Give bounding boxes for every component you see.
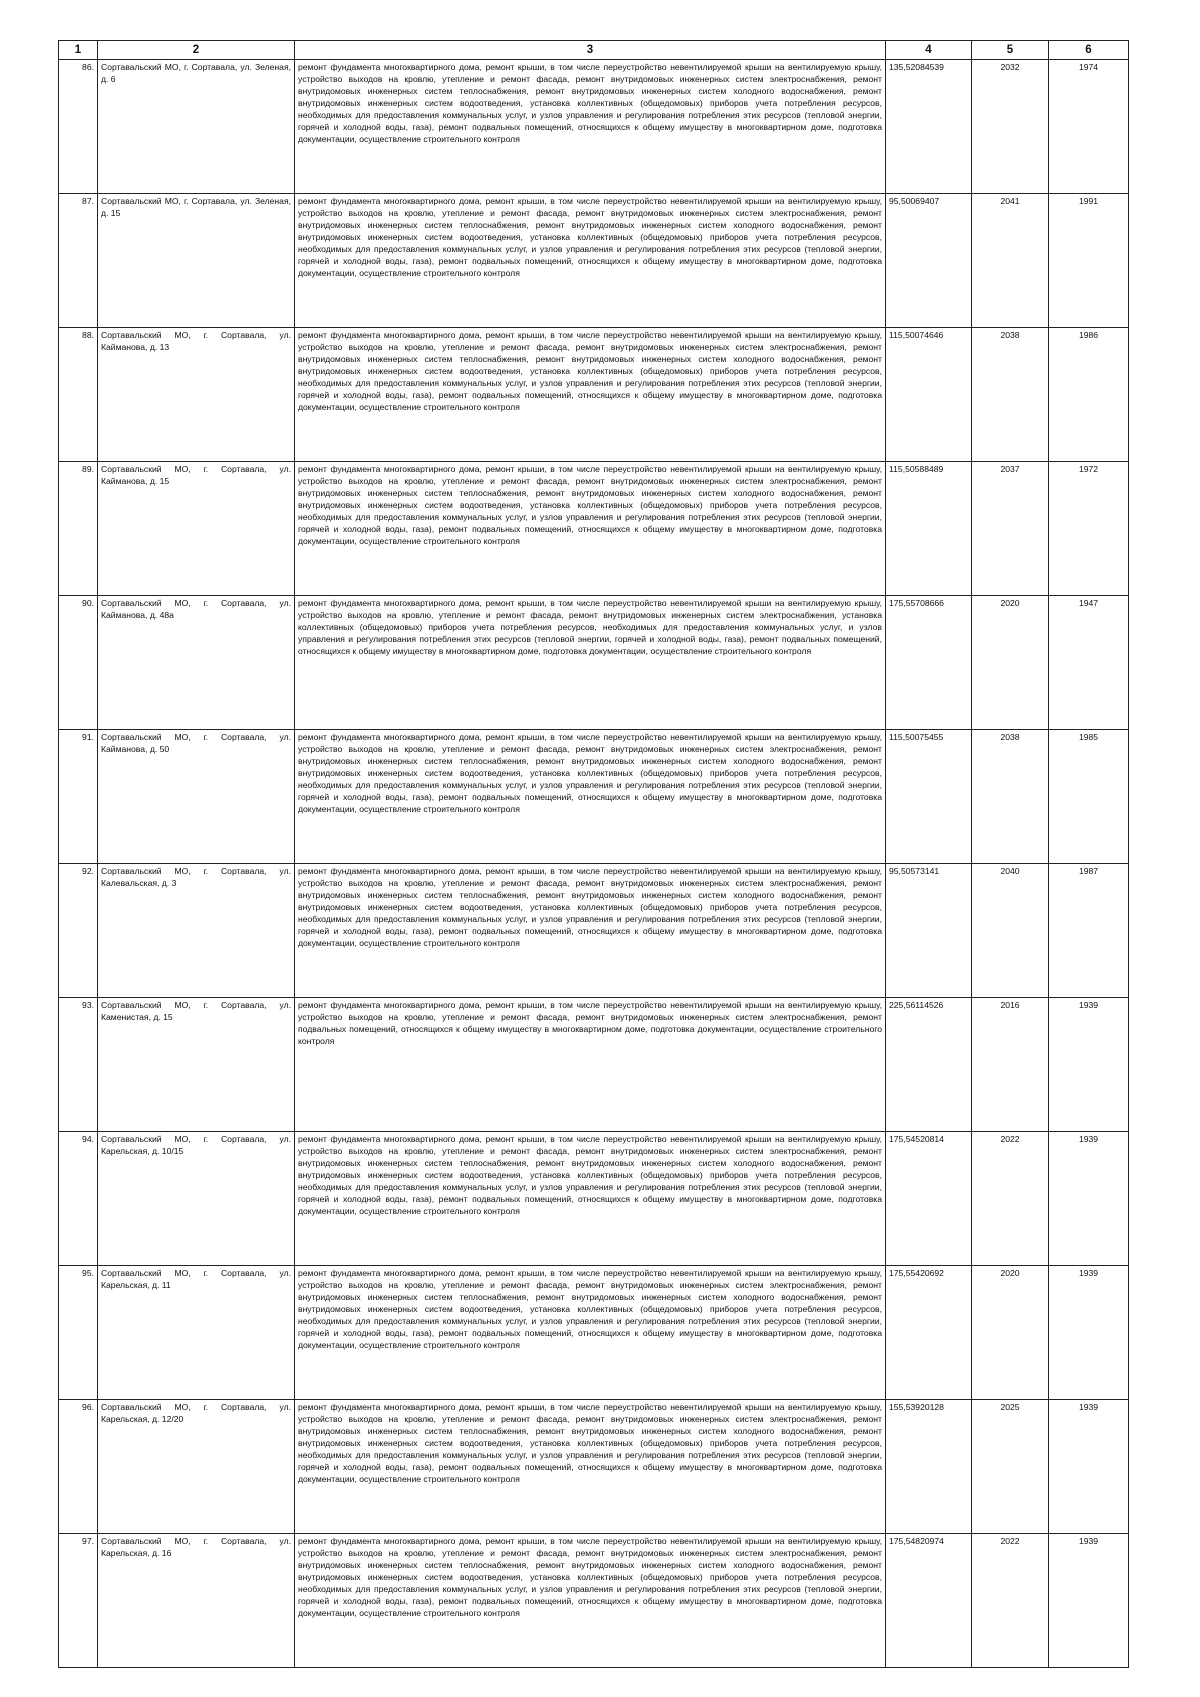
- address-cell: Сортавальский МО, г. Сортавала, ул. Кайманова, д. 48а: [98, 596, 295, 730]
- works-cell: ремонт фундамента многоквартирного дома, ремонт крыши, в том числе переустройство невентилируемой крыши на вентилируемую крышу, устройство выходов на кровлю, утепление и ремонт фасада, ремонт внутридомовых инженерных систем электроснабжения, ремонт внутридомовых инженерных систем теплоснабжения, ремонт внутридомовых инженерных систем холодного водоснабжения, ремонт внутридомовых инженерных систем водоотведения, установка коллективных (общедомовых) приборов учета потребления ресурсов, необходимых для предоставления коммунальных услуг, и узлов управления и регулирования потребления этих ресурсов (тепловой энергии, горячей и холодной воды, газа), ремонт подвальных помещений, относящихся к общему имуществу в многоквартирном доме, подготовка документации, осуществление строительного контроля: [295, 194, 886, 328]
- planned-year-cell: 2016: [972, 998, 1049, 1132]
- address-cell: Сортавальский МО, г. Сортавала, ул. Зеленая, д. 15: [98, 194, 295, 328]
- row-number-cell: 89.: [59, 462, 98, 596]
- cost-cell: 175,55708666: [886, 596, 972, 730]
- address-cell: Сортавальский МО, г. Сортавала, ул. Калевальская, д. 3: [98, 864, 295, 998]
- row-number-cell: 90.: [59, 596, 98, 730]
- works-cell: ремонт фундамента многоквартирного дома, ремонт крыши, в том числе переустройство невентилируемой крыши на вентилируемую крышу, устройство выходов на кровлю, утепление и ремонт фасада, ремонт внутридомовых инженерных систем электроснабжения, ремонт внутридомовых инженерных систем теплоснабжения, ремонт внутридомовых инженерных систем холодного водоснабжения, ремонт внутридомовых инженерных систем водоотведения, установка коллективных (общедомовых) приборов учета потребления ресурсов, необходимых для предоставления коммунальных услуг, и узлов управления и регулирования потребления этих ресурсов (тепловой энергии, горячей и холодной воды, газа), ремонт подвальных помещений, относящихся к общему имуществу в многоквартирном доме, подготовка документации, осуществление строительного контроля: [295, 730, 886, 864]
- table-row: [59, 462, 1129, 596]
- planned-year-cell: 2022: [972, 1132, 1049, 1266]
- address-cell: Сортавальский МО, г. Сортавала, ул. Кайманова, д. 50: [98, 730, 295, 864]
- table-row: [59, 60, 1129, 194]
- address-cell: Сортавальский МО, г. Сортавала, ул. Кайманова, д. 15: [98, 462, 295, 596]
- works-cell: ремонт фундамента многоквартирного дома, ремонт крыши, в том числе переустройство невентилируемой крыши на вентилируемую крышу, устройство выходов на кровлю, утепление и ремонт фасада, ремонт внутридомовых инженерных систем электроснабжения, ремонт внутридомовых инженерных систем теплоснабжения, ремонт внутридомовых инженерных систем холодного водоснабжения, ремонт внутридомовых инженерных систем водоотведения, установка коллективных (общедомовых) приборов учета потребления ресурсов, необходимых для предоставления коммунальных услуг, и узлов управления и регулирования потребления этих ресурсов (тепловой энергии, горячей и холодной воды, газа), ремонт подвальных помещений, относящихся к общему имуществу в многоквартирном доме, подготовка документации, осуществление строительного контроля: [295, 328, 886, 462]
- row-number-cell: 86.: [59, 60, 98, 194]
- planned-year-cell: 2020: [972, 1266, 1049, 1400]
- row-number-cell: 91.: [59, 730, 98, 864]
- built-year-cell: 1974: [1049, 60, 1129, 194]
- address-cell: Сортавальский МО, г. Сортавала, ул. Карельская, д. 16: [98, 1534, 295, 1668]
- header-col-6: 6: [1049, 41, 1129, 60]
- row-number-cell: 87.: [59, 194, 98, 328]
- built-year-cell: 1972: [1049, 462, 1129, 596]
- table-row: [59, 1534, 1129, 1668]
- repair-program-table: [58, 40, 1129, 1668]
- cost-cell: 115,50075455: [886, 730, 972, 864]
- planned-year-cell: 2038: [972, 730, 1049, 864]
- row-number-cell: 93.: [59, 998, 98, 1132]
- address-cell: Сортавальский МО, г. Сортавала, ул. Карельская, д. 11: [98, 1266, 295, 1400]
- row-number-cell: 92.: [59, 864, 98, 998]
- works-cell: ремонт фундамента многоквартирного дома, ремонт крыши, в том числе переустройство невентилируемой крыши на вентилируемую крышу, устройство выходов на кровлю, утепление и ремонт фасада, ремонт внутридомовых инженерных систем электроснабжения, ремонт внутридомовых инженерных систем теплоснабжения, ремонт внутридомовых инженерных систем холодного водоснабжения, ремонт внутридомовых инженерных систем водоотведения, установка коллективных (общедомовых) приборов учета потребления ресурсов, необходимых для предоставления коммунальных услуг, и узлов управления и регулирования потребления этих ресурсов (тепловой энергии, горячей и холодной воды, газа), ремонт подвальных помещений, относящихся к общему имуществу в многоквартирном доме, подготовка документации, осуществление строительного контроля: [295, 1400, 886, 1534]
- row-number-cell: 88.: [59, 328, 98, 462]
- cost-cell: 175,54520814: [886, 1132, 972, 1266]
- cost-cell: 225,56114526: [886, 998, 972, 1132]
- cost-cell: 135,52084539: [886, 60, 972, 194]
- works-cell: ремонт фундамента многоквартирного дома, ремонт крыши, в том числе переустройство невентилируемой крыши на вентилируемую крышу, устройство выходов на кровлю, утепление и ремонт фасада, ремонт внутридомовых инженерных систем электроснабжения, ремонт внутридомовых инженерных систем теплоснабжения, ремонт внутридомовых инженерных систем холодного водоснабжения, ремонт внутридомовых инженерных систем водоотведения, установка коллективных (общедомовых) приборов учета потребления ресурсов, необходимых для предоставления коммунальных услуг, и узлов управления и регулирования потребления этих ресурсов (тепловой энергии, горячей и холодной воды, газа), ремонт подвальных помещений, относящихся к общему имуществу в многоквартирном доме, подготовка документации, осуществление строительного контроля: [295, 864, 886, 998]
- cost-cell: 175,55420692: [886, 1266, 972, 1400]
- built-year-cell: 1939: [1049, 1132, 1129, 1266]
- built-year-cell: 1991: [1049, 194, 1129, 328]
- works-cell: ремонт фундамента многоквартирного дома, ремонт крыши, в том числе переустройство невентилируемой крыши на вентилируемую крышу, устройство выходов на кровлю, утепление и ремонт фасада, ремонт внутридомовых инженерных систем электроснабжения, ремонт подвальных помещений, относящихся к общему имуществу в многоквартирном доме, подготовка документации, осуществление строительного контроля: [295, 998, 886, 1132]
- header-col-4: 4: [886, 41, 972, 60]
- table-row: [59, 730, 1129, 864]
- table-header: [59, 41, 1129, 60]
- row-number-cell: 94.: [59, 1132, 98, 1266]
- works-cell: ремонт фундамента многоквартирного дома, ремонт крыши, в том числе переустройство невентилируемой крыши на вентилируемую крышу, устройство выходов на кровлю, утепление и ремонт фасада, ремонт внутридомовых инженерных систем электроснабжения, ремонт внутридомовых инженерных систем теплоснабжения, ремонт внутридомовых инженерных систем холодного водоснабжения, ремонт внутридомовых инженерных систем водоотведения, установка коллективных (общедомовых) приборов учета потребления ресурсов, необходимых для предоставления коммунальных услуг, и узлов управления и регулирования потребления этих ресурсов (тепловой энергии, горячей и холодной воды, газа), ремонт подвальных помещений, относящихся к общему имуществу в многоквартирном доме, подготовка документации, осуществление строительного контроля: [295, 1266, 886, 1400]
- address-cell: Сортавальский МО, г. Сортавала, ул. Зеленая, д. 6: [98, 60, 295, 194]
- built-year-cell: 1986: [1049, 328, 1129, 462]
- header-col-2: 2: [98, 41, 295, 60]
- planned-year-cell: 2037: [972, 462, 1049, 596]
- row-number-cell: 95.: [59, 1266, 98, 1400]
- table-row: [59, 864, 1129, 998]
- address-cell: Сортавальский МО, г. Сортавала, ул. Кайманова, д. 13: [98, 328, 295, 462]
- row-number-cell: 97.: [59, 1534, 98, 1668]
- cost-cell: 95,50573141: [886, 864, 972, 998]
- header-col-1: 1: [59, 41, 98, 60]
- table-row: [59, 328, 1129, 462]
- works-cell: ремонт фундамента многоквартирного дома, ремонт крыши, в том числе переустройство невентилируемой крыши на вентилируемую крышу, устройство выходов на кровлю, утепление и ремонт фасада, ремонт внутридомовых инженерных систем электроснабжения, ремонт внутридомовых инженерных систем теплоснабжения, ремонт внутридомовых инженерных систем холодного водоснабжения, ремонт внутридомовых инженерных систем водоотведения, установка коллективных (общедомовых) приборов учета потребления ресурсов, необходимых для предоставления коммунальных услуг, и узлов управления и регулирования потребления этих ресурсов (тепловой энергии, горячей и холодной воды, газа), ремонт подвальных помещений, относящихся к общему имуществу в многоквартирном доме, подготовка документации, осуществление строительного контроля: [295, 1132, 886, 1266]
- table-body: [59, 60, 1129, 1668]
- cost-cell: 115,50588489: [886, 462, 972, 596]
- header-col-5: 5: [972, 41, 1049, 60]
- built-year-cell: 1947: [1049, 596, 1129, 730]
- planned-year-cell: 2040: [972, 864, 1049, 998]
- table-row: [59, 1266, 1129, 1400]
- planned-year-cell: 2038: [972, 328, 1049, 462]
- cost-cell: 155,53920128: [886, 1400, 972, 1534]
- works-cell: ремонт фундамента многоквартирного дома, ремонт крыши, в том числе переустройство невентилируемой крыши на вентилируемую крышу, устройство выходов на кровлю, утепление и ремонт фасада, ремонт внутридомовых инженерных систем электроснабжения, ремонт внутридомовых инженерных систем теплоснабжения, ремонт внутридомовых инженерных систем холодного водоснабжения, ремонт внутридомовых инженерных систем водоотведения, установка коллективных (общедомовых) приборов учета потребления ресурсов, необходимых для предоставления коммунальных услуг, и узлов управления и регулирования потребления этих ресурсов (тепловой энергии, горячей и холодной воды, газа), ремонт подвальных помещений, относящихся к общему имуществу в многоквартирном доме, подготовка документации, осуществление строительного контроля: [295, 462, 886, 596]
- cost-cell: 175,54820974: [886, 1534, 972, 1668]
- built-year-cell: 1987: [1049, 864, 1129, 998]
- address-cell: Сортавальский МО, г. Сортавала, ул. Карельская, д. 10/15: [98, 1132, 295, 1266]
- header-col-3: 3: [295, 41, 886, 60]
- address-cell: Сортавальский МО, г. Сортавала, ул. Карельская, д. 12/20: [98, 1400, 295, 1534]
- address-cell: Сортавальский МО, г. Сортавала, ул. Каменистая, д. 15: [98, 998, 295, 1132]
- works-cell: ремонт фундамента многоквартирного дома, ремонт крыши, в том числе переустройство невентилируемой крыши на вентилируемую крышу, устройство выходов на кровлю, утепление и ремонт фасада, ремонт внутридомовых инженерных систем электроснабжения, ремонт внутридомовых инженерных систем теплоснабжения, ремонт внутридомовых инженерных систем холодного водоснабжения, ремонт внутридомовых инженерных систем водоотведения, установка коллективных (общедомовых) приборов учета потребления ресурсов, необходимых для предоставления коммунальных услуг, и узлов управления и регулирования потребления этих ресурсов (тепловой энергии, горячей и холодной воды, газа), ремонт подвальных помещений, относящихся к общему имуществу в многоквартирном доме, подготовка документации, осуществление строительного контроля: [295, 60, 886, 194]
- table-row: [59, 596, 1129, 730]
- planned-year-cell: 2032: [972, 60, 1049, 194]
- works-cell: ремонт фундамента многоквартирного дома, ремонт крыши, в том числе переустройство невентилируемой крыши на вентилируемую крышу, устройство выходов на кровлю, утепление и ремонт фасада, ремонт внутридомовых инженерных систем электроснабжения, ремонт внутридомовых инженерных систем теплоснабжения, ремонт внутридомовых инженерных систем холодного водоснабжения, ремонт внутридомовых инженерных систем водоотведения, установка коллективных (общедомовых) приборов учета потребления ресурсов, необходимых для предоставления коммунальных услуг, и узлов управления и регулирования потребления этих ресурсов (тепловой энергии, горячей и холодной воды, газа), ремонт подвальных помещений, относящихся к общему имуществу в многоквартирном доме, подготовка документации, осуществление строительного контроля: [295, 1534, 886, 1668]
- planned-year-cell: 2020: [972, 596, 1049, 730]
- built-year-cell: 1939: [1049, 1400, 1129, 1534]
- built-year-cell: 1939: [1049, 1534, 1129, 1668]
- row-number-cell: 96.: [59, 1400, 98, 1534]
- cost-cell: 115,50074646: [886, 328, 972, 462]
- built-year-cell: 1939: [1049, 1266, 1129, 1400]
- cost-cell: 95,50069407: [886, 194, 972, 328]
- built-year-cell: 1985: [1049, 730, 1129, 864]
- header-row: [59, 41, 1129, 60]
- built-year-cell: 1939: [1049, 998, 1129, 1132]
- planned-year-cell: 2025: [972, 1400, 1049, 1534]
- table-row: [59, 194, 1129, 328]
- works-cell: ремонт фундамента многоквартирного дома, ремонт крыши, в том числе переустройство невентилируемой крыши на вентилируемую крышу, устройство выходов на кровлю, утепление и ремонт фасада, ремонт внутридомовых инженерных систем электроснабжения, установка коллективных (общедомовых) приборов учета потребления ресурсов, необходимых для предоставления коммунальных услуг, и узлов управления и регулирования потребления этих ресурсов (тепловой энергии, горячей и холодной воды, газа), ремонт подвальных помещений, относящихся к общему имуществу в многоквартирном доме, подготовка документации, осуществление строительного контроля: [295, 596, 886, 730]
- table-row: [59, 998, 1129, 1132]
- planned-year-cell: 2041: [972, 194, 1049, 328]
- table-row: [59, 1132, 1129, 1266]
- table-row: [59, 1400, 1129, 1534]
- planned-year-cell: 2022: [972, 1534, 1049, 1668]
